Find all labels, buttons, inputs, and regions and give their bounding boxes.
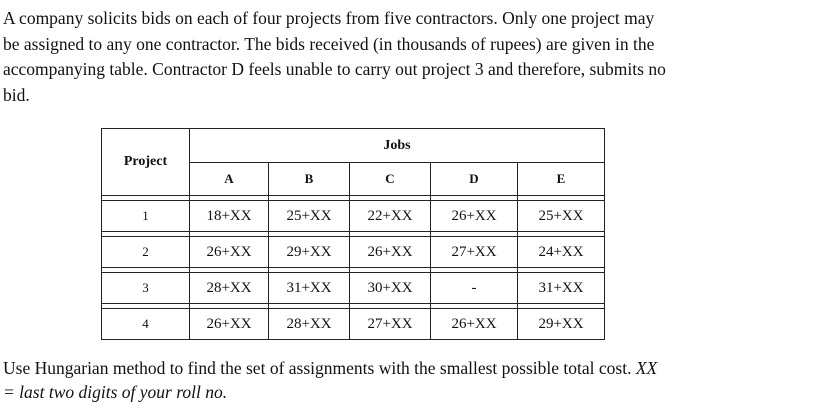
bid-cell: 30+XX [350,273,431,304]
instruction-line-2 [3,380,803,404]
bid-cell: 26+XX [190,237,269,268]
column-header-d: D [431,163,518,196]
column-header-b: B [269,163,350,196]
bid-cell: 18+XX [190,201,269,232]
project-cell: 3 [102,273,190,304]
table-row [102,273,605,304]
bid-cell: 26+XX [431,201,518,232]
bid-cell: 25+XX [269,201,350,232]
column-header-e: E [518,163,605,196]
bid-cell: - [431,273,518,304]
instruction-line-1 [3,356,803,380]
bids-table [101,128,605,340]
bid-cell: 26+XX [431,309,518,340]
instruction-main-text: Use Hungarian method to find the set of assignments with the smallest possible total cost. [3,358,636,378]
bid-cell: 29+XX [518,309,605,340]
bid-cell: 31+XX [269,273,350,304]
table-row [102,201,605,232]
bid-cell: 28+XX [190,273,269,304]
table-row [102,237,605,268]
problem-statement [3,6,803,108]
intro-line-3: accompanying table. Contractor D feels unable to carry out project 3 and therefore, submits no [3,59,666,79]
bid-cell: 24+XX [518,237,605,268]
instruction-text [3,356,803,404]
column-header-c: C [350,163,431,196]
column-header-a: A [190,163,269,196]
bid-cell: 28+XX [269,309,350,340]
bid-cell: 22+XX [350,201,431,232]
bid-cell: 27+XX [431,237,518,268]
bid-cell: 27+XX [350,309,431,340]
intro-line-2: be assigned to any one contractor. The bids received (in thousands of rupees) are given in the [3,33,655,54]
intro-line-4: bid. [3,84,30,105]
roll-variable: XX [635,358,658,378]
project-cell: 4 [102,309,190,340]
project-column-header: Project [102,129,190,196]
bid-cell: 26+XX [190,309,269,340]
project-cell: 1 [102,201,190,232]
bid-cell: 26+XX [350,237,431,268]
bid-cell: 31+XX [518,273,605,304]
table-header-row [102,129,605,163]
intro-line-1: A company solicits bids on each of four projects from five contractors. Only one project may [3,8,655,28]
jobs-group-header: Jobs [190,129,605,163]
bid-cell: 29+XX [269,237,350,268]
roll-definition: = last two digits of your roll no. [3,382,228,402]
table-row [102,309,605,340]
bid-cell: 25+XX [518,201,605,232]
project-cell: 2 [102,237,190,268]
